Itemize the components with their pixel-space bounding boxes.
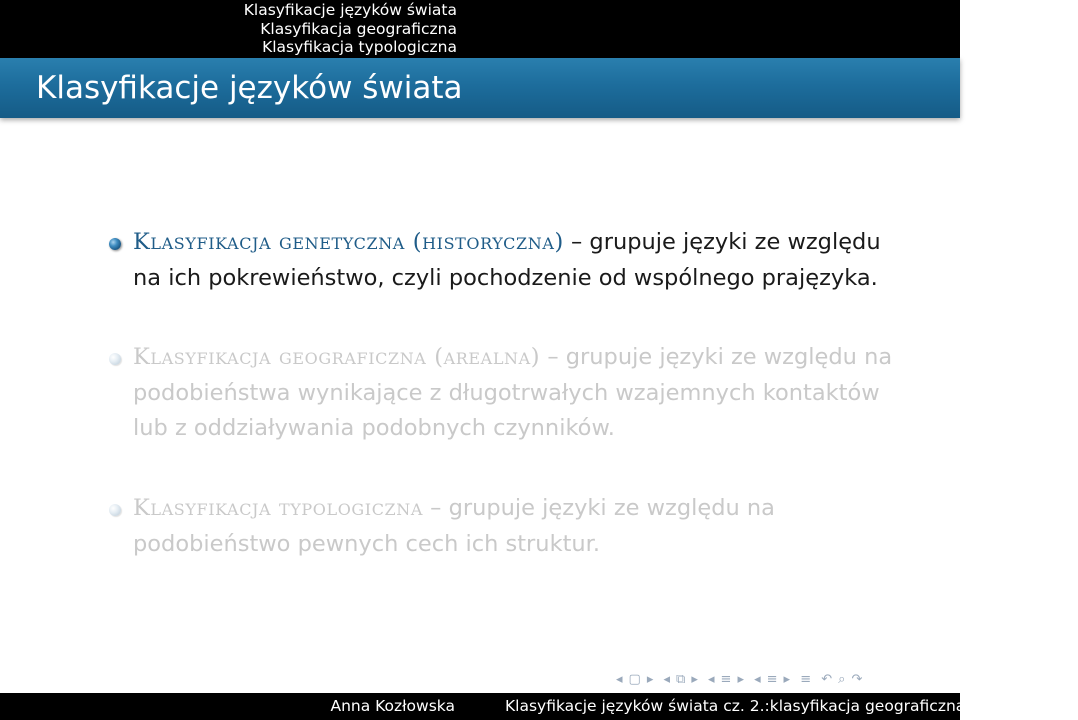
- bullet-ball-icon: [109, 353, 121, 365]
- list-item-typologiczna: [133, 491, 893, 562]
- definition-typologiczna: – grupuje języki ze względu na podobieństwo pewnych cech ich struktur.: [133, 495, 775, 557]
- list-item-text: [133, 340, 893, 447]
- subsection-icon[interactable]: ≡: [720, 672, 732, 687]
- section-navigation: [217, 1, 457, 57]
- nav-section-klasyfikacje[interactable]: Klasyfikacje języków świata: [243, 1, 457, 19]
- forward-icon[interactable]: ↷: [851, 672, 863, 687]
- list-item-genetyczna: [133, 225, 893, 296]
- list-item-text: [133, 225, 893, 296]
- nav-prev-frame-icon[interactable]: ◂: [616, 672, 623, 687]
- frame-icon[interactable]: ▢: [628, 672, 641, 687]
- term-genetyczna: Klasyfikacja genetyczna (historyczna): [133, 229, 564, 255]
- term-typologiczna: Klasyfikacja typologiczna: [133, 495, 424, 521]
- slide-icon[interactable]: ⧉: [676, 672, 686, 687]
- beamer-navigation-symbols: [616, 672, 956, 690]
- footline-bar: [0, 693, 1078, 720]
- footer-title: Klasyfikacje języków świata cz. 2.:klasyfikacja geograficzna i typologiczna: [505, 697, 1078, 715]
- search-icon[interactable]: ⌕: [838, 672, 846, 687]
- frame-title: Klasyfikacje języków świata: [36, 70, 463, 106]
- back-icon[interactable]: ↶: [821, 672, 833, 687]
- nav-next-slide-icon[interactable]: ▸: [691, 672, 698, 687]
- nav-prev-slide-icon[interactable]: ◂: [663, 672, 671, 687]
- term-geograficzna: Klasyfikacja geograficzna (arealna): [133, 344, 541, 370]
- nav-section-geograficzna[interactable]: Klasyfikacja geograficzna: [260, 19, 457, 38]
- section-icon[interactable]: ≡: [766, 672, 778, 687]
- headline-bar: [0, 0, 960, 58]
- nav-prev-section-icon[interactable]: ◂: [754, 672, 761, 687]
- document-icon[interactable]: ≡: [800, 672, 812, 687]
- frame-title-bar: [0, 58, 960, 118]
- nav-next-section-icon[interactable]: ▸: [783, 672, 791, 687]
- list-item-geograficzna: [133, 340, 893, 447]
- footer-author: Anna Kozłowska: [330, 697, 455, 715]
- bullet-ball-icon: [109, 238, 121, 250]
- nav-next-subsection-icon[interactable]: ▸: [737, 672, 744, 687]
- nav-prev-subsection-icon[interactable]: ◂: [708, 672, 715, 687]
- list-item-text: [133, 491, 893, 562]
- definition-geograficzna: – grupuje języki ze względu na podobieństwa wynikające z długotrwałych wzajemnych kontaktów lub z oddziaływania podobnych czynników.: [133, 344, 893, 441]
- definition-genetyczna: – grupuje języki ze względu na ich pokrewieństwo, czyli pochodzenie od wspólnego prajęzyka.: [133, 229, 881, 291]
- nav-next-frame-icon[interactable]: ▸: [646, 672, 654, 687]
- nav-section-typologiczna[interactable]: Klasyfikacja typologiczna: [262, 38, 457, 57]
- bullet-ball-icon: [109, 504, 121, 516]
